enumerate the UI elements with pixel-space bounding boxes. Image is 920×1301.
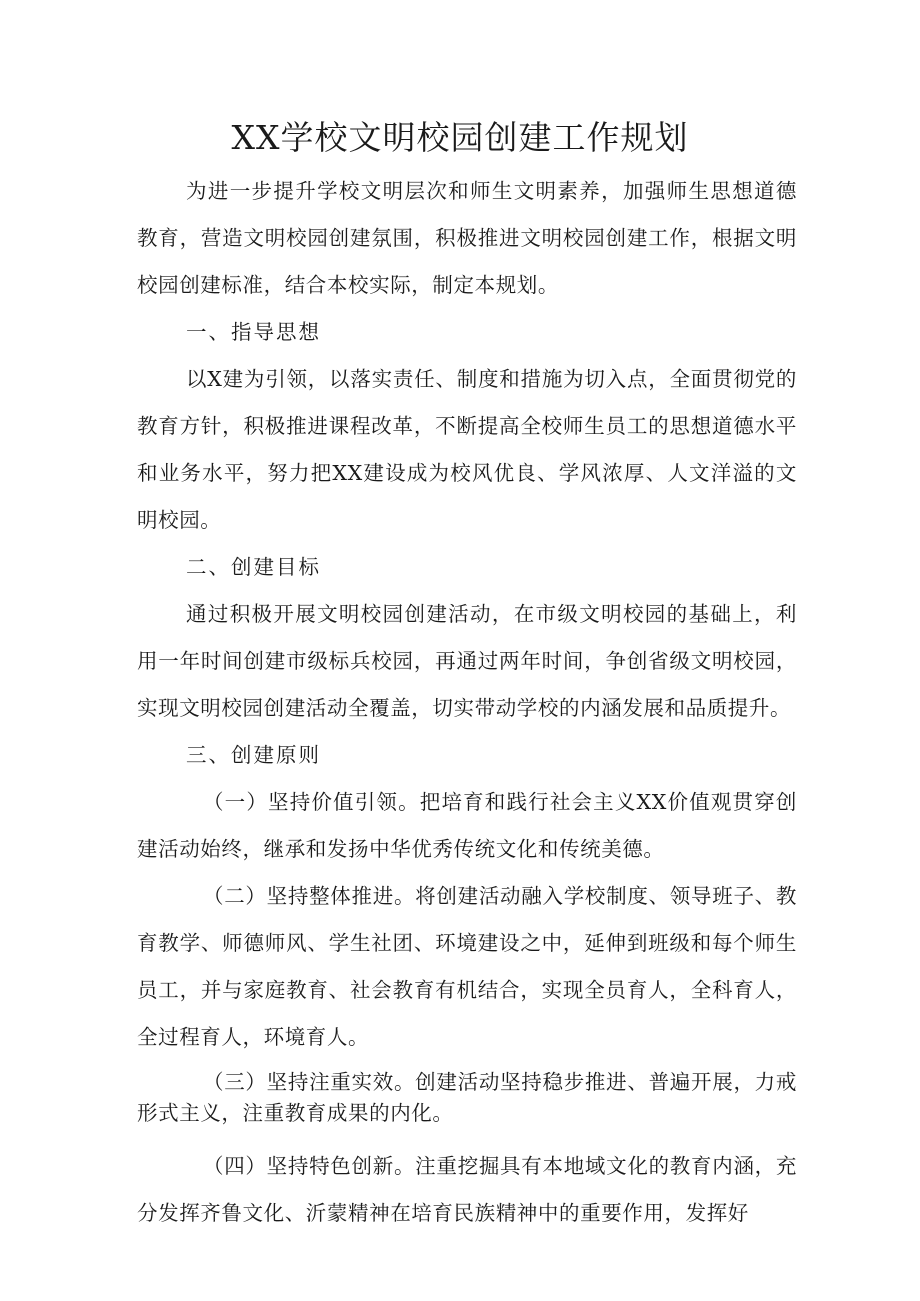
section-heading-guiding-ideology: 一、指导思想 (186, 320, 321, 344)
document-title: XX学校文明校园创建工作规划 (231, 118, 689, 157)
principle-4-paragraph: （四）坚持特色创新。注重挖掘具有本地域文化的教育内涵，充分发挥齐鲁文化、沂蒙精神在培育民族精神中的重要作用，发挥好 (137, 1154, 797, 1225)
principle-2-paragraph: （二）坚持整体推进。将创建活动融入学校制度、领导班子、教育教学、师德师风、学生社团、环境建设之中，延伸到班级和每个师生员工，并与家庭教育、社会教育有机结合，实现全员育人，全科育人，全过程育人，环境育人。 (137, 884, 797, 1049)
principle-3-paragraph: （三）坚持注重实效。创建活动坚持稳步推进、普遍开展，力戒形式主义，注重教育成果的内化。 (137, 1070, 797, 1125)
intro-paragraph: 为进一步提升学校文明层次和师生文明素养，加强师生思想道德教育，营造文明校园创建氛围，积极推进文明校园创建工作，根据文明校园创建标准，结合本校实际，制定本规划。 (137, 179, 797, 297)
section-heading-goals: 二、创建目标 (186, 555, 321, 579)
guiding-ideology-paragraph: 以X建为引领，以落实责任、制度和措施为切入点，全面贯彻党的教育方针，积极推进课程改革，不断提高全校师生员工的思想道德水平和业务水平，努力把XX建设成为校风优良、学风浓厚、人文洋溢的文明校园。 (137, 367, 797, 532)
document-body (137, 168, 797, 1237)
principle-1-paragraph: （一）坚持价值引领。把培育和践行社会主义XX价值观贯穿创建活动始终，继承和发扬中华优秀传统文化和传统美德。 (137, 790, 797, 861)
section-heading-principles: 三、创建原则 (186, 743, 321, 767)
goals-paragraph: 通过积极开展文明校园创建活动，在市级文明校园的基础上，利用一年时间创建市级标兵校园，再通过两年时间，争创省级文明校园，实现文明校园创建活动全覆盖，切实带动学校的内涵发展和品质提升。 (137, 602, 797, 720)
